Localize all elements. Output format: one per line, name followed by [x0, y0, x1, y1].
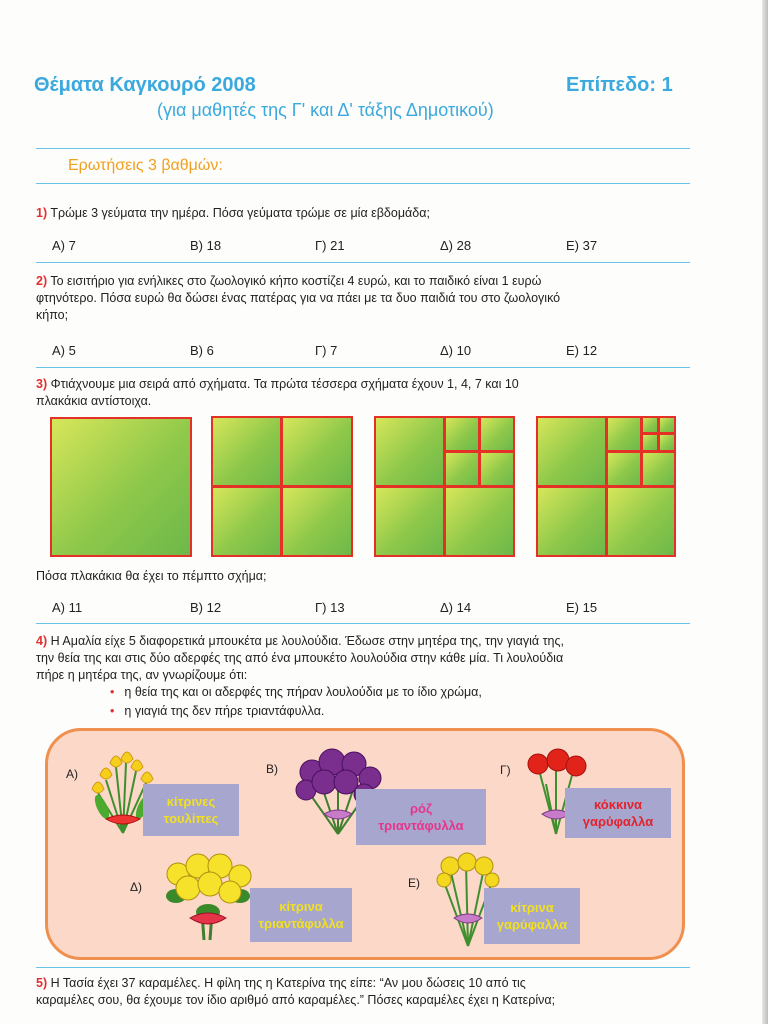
divider	[36, 262, 690, 263]
answer-option: Β) 18	[190, 238, 222, 253]
section-title: Ερωτήσεις 3 βαθμών:	[68, 157, 223, 174]
answer-option: Δ) 28	[440, 238, 472, 253]
tile	[374, 486, 445, 557]
answer-option: Α) 11	[52, 600, 83, 615]
question-3	[36, 376, 696, 410]
label-line: γαρύφαλλα	[582, 814, 654, 829]
bullet-text: η θεία της και οι αδερφές της πήραν λουλούδια με το ίδιο χρώμα,	[124, 685, 482, 699]
question-number: 2)	[36, 274, 48, 288]
tile	[606, 486, 676, 557]
question-text-line: πλακάκια αντίστοιχα.	[36, 394, 152, 408]
tile	[374, 416, 445, 487]
tile	[606, 416, 642, 452]
answer-option: Δ) 14	[440, 600, 472, 615]
bullet-item	[110, 702, 324, 720]
question-number: 1)	[36, 206, 48, 220]
divider	[36, 967, 690, 968]
question-3-prompt: Πόσα πλακάκια θα έχει το πέμπτο σχήμα;	[36, 569, 267, 583]
option-letter: Β)	[266, 762, 278, 776]
question-text-line: την θεία της και στις δύο αδερφές της από ένα μπουκέτο λουλούδια στην κάθε μία. Τι λουλούδια	[36, 651, 564, 665]
question-text-line: Φτιάχνουμε μια σειρά από σχήματα. Τα πρώτα τέσσερα σχήματα έχουν 1, 4, 7 και 10	[50, 377, 519, 391]
answer-option: Β) 12	[190, 600, 222, 615]
bullet-icon: •	[110, 704, 115, 718]
question-text-line: Η Αμαλία είχε 5 διαφορετικά μπουκέτα με λουλούδια. Έδωσε στην μητέρα της, την γιαγιά της,	[50, 634, 565, 648]
tile	[211, 486, 282, 557]
question-text: Τρώμε 3 γεύματα την ημέρα. Πόσα γεύματα τρώμε σε μία εβδομάδα;	[50, 206, 430, 220]
tile	[281, 486, 353, 557]
question-number: 3)	[36, 377, 48, 391]
level-label: Επίπεδο: 1	[566, 74, 673, 96]
tile	[536, 486, 607, 557]
label-line: γαρύφαλλα	[496, 917, 568, 932]
question-1	[36, 205, 430, 222]
question-4	[36, 633, 700, 684]
tile	[658, 433, 676, 452]
question-text-line: Η Τασία έχει 37 καραμέλες. Η φίλη της η Κατερίνα της είπε: “Αν μου δώσεις 10 από τις	[50, 976, 526, 990]
tile	[444, 486, 515, 557]
divider	[36, 367, 690, 368]
tile	[211, 416, 282, 487]
divider	[36, 623, 690, 624]
question-number: 5)	[36, 976, 48, 990]
question-text-line: καραμέλες σου, θα έχουμε τον ίδιο αριθμό από καραμέλες.” Πόσες καραμέλες έχει η Κατερίνα;	[36, 993, 556, 1007]
tile	[444, 451, 480, 487]
tile	[536, 416, 607, 487]
label-line: τριαντάφυλλα	[258, 916, 344, 931]
divider	[36, 183, 690, 184]
option-c-label[interactable]	[565, 788, 671, 838]
tile	[606, 451, 642, 487]
tile	[479, 451, 515, 487]
answer-option: Δ) 10	[440, 343, 472, 358]
label-line: τουλίπες	[163, 811, 219, 826]
question-number: 4)	[36, 634, 48, 648]
contest-title: Θέματα Καγκουρό 2008	[34, 74, 256, 96]
option-letter: Γ)	[500, 763, 511, 777]
answer-option: Ε) 15	[566, 600, 598, 615]
option-letter: Α)	[66, 767, 78, 781]
tile	[444, 416, 480, 452]
tile	[641, 433, 659, 452]
answer-option: Ε) 37	[566, 238, 598, 253]
answer-option: Ε) 12	[566, 343, 598, 358]
option-d-label[interactable]	[250, 888, 352, 942]
page-edge-shadow	[762, 0, 768, 1024]
divider	[36, 148, 690, 149]
bullet-text: η γιαγιά της δεν πήρε τριαντάφυλλα.	[124, 704, 325, 718]
answer-option: Γ) 13	[315, 600, 345, 615]
bullet-item	[110, 683, 482, 701]
answer-option: Β) 6	[190, 343, 214, 358]
option-b-label[interactable]	[356, 789, 486, 845]
tile	[658, 416, 676, 434]
label-line: κίτρινα	[510, 900, 554, 915]
question-text-line: φτηνότερο. Πόσα ευρώ θα δώσει ένας πατέρας για να πάει με τα δυο παιδιά του στο ζωολογικό	[36, 291, 561, 305]
answer-option: Α) 5	[52, 343, 76, 358]
label-line: τριαντάφυλλα	[378, 818, 464, 833]
question-text-line: πήρε η μητέρα της, αν γνωρίζουμε ότι:	[36, 668, 248, 682]
label-line: ρόζ	[410, 801, 432, 816]
tile	[281, 416, 353, 487]
label-line: κίτρινες	[166, 794, 216, 809]
bullet-icon: •	[110, 685, 115, 699]
tile	[50, 417, 192, 557]
yellow-roses-bouquet-icon	[158, 852, 258, 942]
answer-option: Α) 7	[52, 238, 76, 253]
question-text-line: Το εισιτήριο για ενήλικες στο ζωολογικό κήπο κοστίζει 4 ευρώ, και το παιδικό είναι 1 ευρώ	[50, 274, 542, 288]
label-line: κίτρινα	[279, 899, 323, 914]
question-2	[36, 273, 696, 324]
question-text-line: κήπο;	[36, 308, 69, 322]
contest-subtitle: (για μαθητές της Γ' και Δ' τάξης Δημοτικού)	[157, 100, 494, 120]
option-a-label[interactable]	[143, 784, 239, 836]
option-letter: Δ)	[130, 880, 143, 894]
answer-option: Γ) 7	[315, 343, 338, 358]
option-e-label[interactable]	[484, 888, 580, 944]
tile	[479, 416, 515, 452]
tile	[641, 416, 659, 434]
label-line: κόκκινα	[593, 797, 643, 812]
option-letter: Ε)	[408, 876, 420, 890]
question-5	[36, 975, 700, 1009]
answer-option: Γ) 21	[315, 238, 345, 253]
tile	[641, 451, 676, 487]
